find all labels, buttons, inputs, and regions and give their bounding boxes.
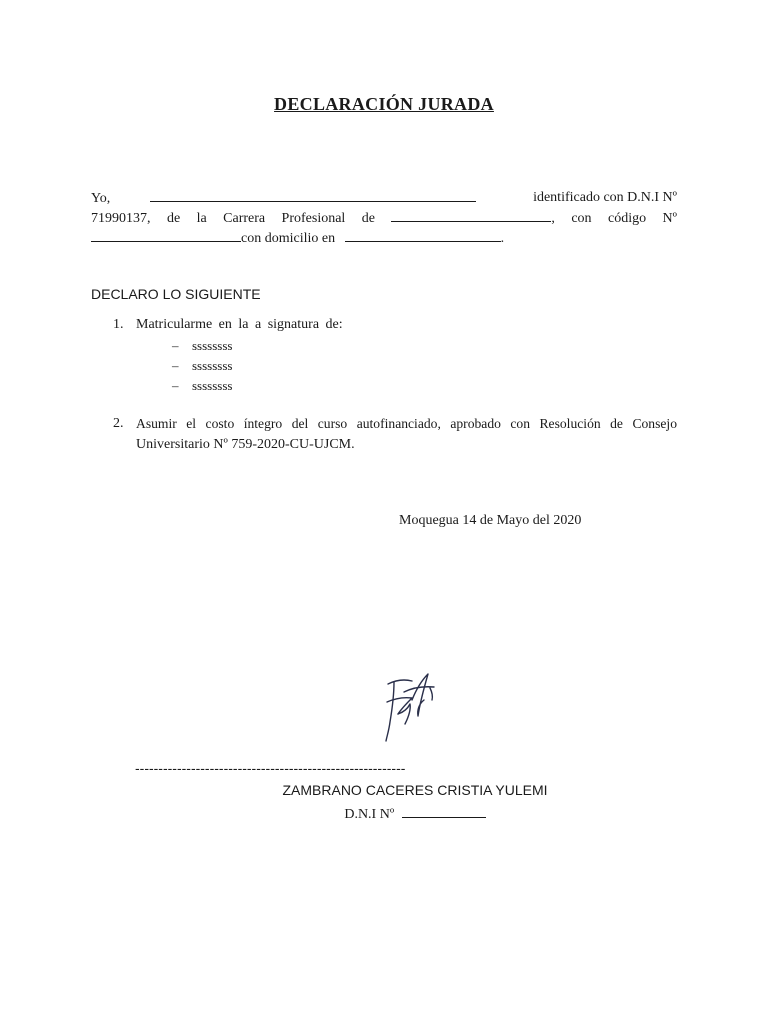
subitem-text: ssssssss — [192, 378, 233, 393]
carrera-blank-group — [391, 208, 555, 229]
handwritten-signature — [378, 666, 448, 746]
intro-codigo: código — [608, 211, 647, 226]
intro-la: la — [196, 211, 207, 226]
intro-line-2 — [91, 208, 677, 229]
subitem-text: ssssssss — [192, 338, 233, 353]
signature-dash-line: ---------------------------------------------------------- — [135, 760, 406, 776]
subitem-dash: – — [172, 378, 179, 393]
name-blank — [150, 188, 476, 202]
item-2-line-2: Universitario Nº 759-2020-CU-UJCM. — [136, 437, 355, 452]
document-title: DECLARACIÓN JURADA — [274, 94, 494, 114]
intro-de-2: de — [361, 211, 375, 226]
signature-drawing — [378, 666, 448, 746]
signer-dni-label: D.N.I Nº — [344, 807, 395, 822]
subitem-2 — [172, 358, 232, 374]
subitem-3 — [172, 378, 232, 394]
item-1-number: 1. — [113, 317, 124, 332]
intro-period: . — [500, 231, 505, 246]
signer-dni-blank — [402, 804, 486, 818]
intro-n: Nº — [662, 211, 677, 226]
codigo-blank — [91, 228, 241, 242]
subitem-dash: – — [172, 358, 179, 373]
item-2-number: 2. — [113, 416, 124, 431]
intro-carrera: Carrera — [223, 211, 266, 226]
carrera-blank — [391, 208, 551, 222]
intro-comma: , — [551, 211, 555, 226]
domicilio-blank — [345, 228, 501, 242]
intro-line-1 — [91, 188, 677, 209]
declaro-heading: DECLARO LO SIGUIENTE — [91, 286, 261, 302]
item-2-line-1: Asumir el costo íntegro del curso autofinanciado, aprobado con Resolución de Consejo — [136, 416, 677, 431]
intro-dni-value: 71990137, — [91, 211, 151, 226]
date-line: Moquegua 14 de Mayo del 2020 — [399, 513, 582, 528]
intro-de: de — [166, 211, 181, 226]
subitem-1 — [172, 338, 232, 354]
subitem-dash: – — [172, 338, 179, 353]
intro-con: con — [571, 211, 592, 226]
item-1-text: Matricularme en la a signatura de: — [136, 317, 343, 332]
intro-identificado: identificado con D.N.I Nº — [533, 190, 677, 205]
intro-domicilio: con domicilio en — [241, 231, 336, 246]
subitem-text: ssssssss — [192, 358, 233, 373]
signer-name: ZAMBRANO CACERES CRISTIA YULEMI — [282, 782, 548, 798]
signer-dni-line — [0, 804, 768, 823]
intro-profesional: Profesional — [281, 211, 346, 226]
intro-line-3 — [91, 228, 677, 249]
intro-yo: Yo, — [91, 191, 111, 206]
